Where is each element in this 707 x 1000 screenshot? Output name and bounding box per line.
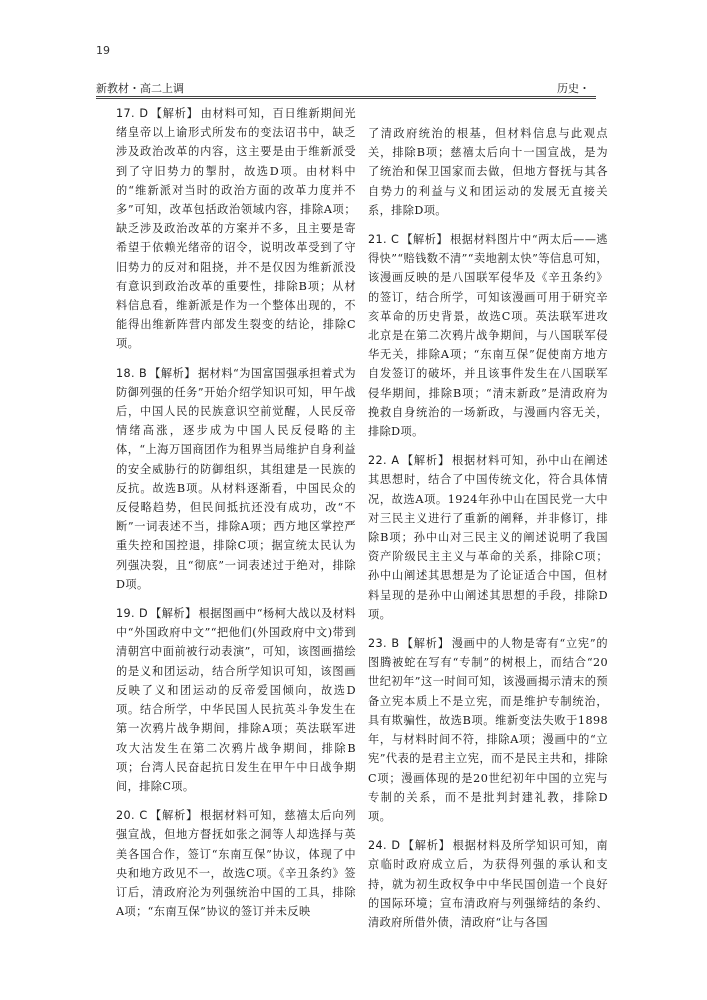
- answer-21: 21. C 【解析】 根据材料图片中“两太后——逃得快”“赔钱数不清”“卖地割太快”等信息可知，该漫画反映的是八国联军侵华及《辛丑条约》的签订，结合所学，可知该漫画可用于研究辛亥革命的历史背景，故选C项。英法联军进攻北京是在第二次鸦片战争期间，与八国联军侵华无关，排除A项；“东南互保”促使南方地方自发签订的破坏，并且该事件发生在八国联军侵华期间，排除B项；“清末新政”是清政府为挽救自身统治的一场新政，与漫画内容无关，排除D项。: [368, 233, 608, 439]
- header-subject: 历史・: [557, 82, 590, 95]
- answer-19: 19. D 【解析】 根据图画中“杨柯大战以及材料中“外国政府中文”“把他们(外国政府中文)带到清朝宫中面前被行动表演”，可知，该图画描绘的是义和团运动，结合所学知识可知，该图画反映了义和团运动的反帝爱国倾向，故选D项。结合所学，中华民国人民抗英斗争发生在第一次鸦片战争期间，排除A项；英法联军进攻大沽发生在第二次鸦片战争期间，排除B项；台湾人民奋起抗日发生在甲午中日战争期间，排除C项。: [116, 607, 356, 793]
- answer-20: 20. C 【解析】 根据材料可知，慈禧太后向列强宣战，但地方督抚如张之洞等人却选择与英美各国合作，签订“东南互保”协议，体现了中央和地方政见不一，故选C项。《辛丑条约》签订后，清政府沦为列强统治中国的工具，排除A项；“东南互保”协议的签订并未反映: [116, 809, 356, 919]
- answer-20-continued: 了清政府统治的根基，但材料信息与此观点关，排除B项；慈禧太后向十一国宣战，是为了统治和保卫国家而去做，但地方督抚与其各自势力的利益与义和团运动的发展无直接关系，排除D项。: [368, 127, 608, 217]
- left-column: [116, 104, 356, 931]
- header-double-rule: [96, 98, 596, 99]
- answer-17: 17. D 【解析】 由材料可知，百日维新期间光绪皇帝以上谕形式所发布的变法诏书中，缺乏涉及政治改革的内容，这主要是由于维新派受到了守旧势力的掣肘，故选D项。由材料中的“维新派对当时的政治方面的改革力度并不多”可知，改革包括政治领域内容，排除A项；缺乏涉及政治改革的方案并不多，且主要是寄希望于依赖光绪帝的诏令，说明改革受到了守旧势力的反对和阻挠，并不是仅因为维新派没有意识到政治改革的重要性，排除B项；从材料信息看，维新派是作为一个整体出现的，不能得出维新阵营内部发生裂变的结论，排除C项。: [116, 107, 356, 351]
- answer-22: 22. A 【解析】 根据材料可知，孙中山在阐述其思想时，结合了中国传统文化，符合具体情况，故选A项。1924年孙中山在国民党一大中对三民主义进行了重新的阐释，并非修订，排除B项；孙中山对三民主义的阐述说明了我国资产阶级民主主义与革命的关系，排除C项；孙中山阐述其思想是为了论证适合中国，但材料呈现的是孙中山阐述其思想的手段，排除D项。: [368, 454, 608, 621]
- page-number: 19: [96, 44, 110, 57]
- right-column: [368, 124, 608, 942]
- answer-18: 18. B 【解析】 据材料“为国富国强承担着式为防御列强的任务”开始介绍学知识可知，甲午战后，中国人民的民族意识空前觉醒，人民反帝情绪高涨，逐步成为中国人民反侵略的主体，“上海万国商团作为租界当局维护自身利益的安全威胁行的防御组织，其组建是一民族的反抗。故选B项。从材料逐渐看，中国民众的反侵略趋势，但民间抵抗还没有成功，改“不断”一词表述不当，排除A项；西方地区掌控严重失控和国控退，排除C项；据宣统太民认为列强决裂，且“彻底”一词表述过于绝对，排除D项。: [116, 366, 356, 591]
- running-header: [96, 78, 596, 97]
- header-title: 新教材・高二上调: [96, 82, 184, 95]
- answer-23: 23. B 【解析】 漫画中的人物是寄有“立宪”的图腾被蛇在写有“专制”的树根上，而结合“20世纪初年”这一时间可知，该漫画揭示清末的预备立宪本质上不是立宪，而是维护专制统治，具有欺骗性，故选B项。维新变法失败于1898年，与材料时间不符，排除A项；漫画中的“立宪”代表的是君主立宪，而不是民主共和，排除C项；漫画体现的是20世纪初年中国的立宪与专制的关系，而不是批判封建礼教，排除D项。: [368, 637, 608, 823]
- answer-24: 24. D 【解析】 根据材料及所学知识可知，南京临时政府成立后，为获得列强的承认和支持，就为初生政权争中中华民国创造一个良好的国际环境；宣布清政府与列强缔结的条约、清政府所借外债，清政府“让与各国: [368, 839, 608, 929]
